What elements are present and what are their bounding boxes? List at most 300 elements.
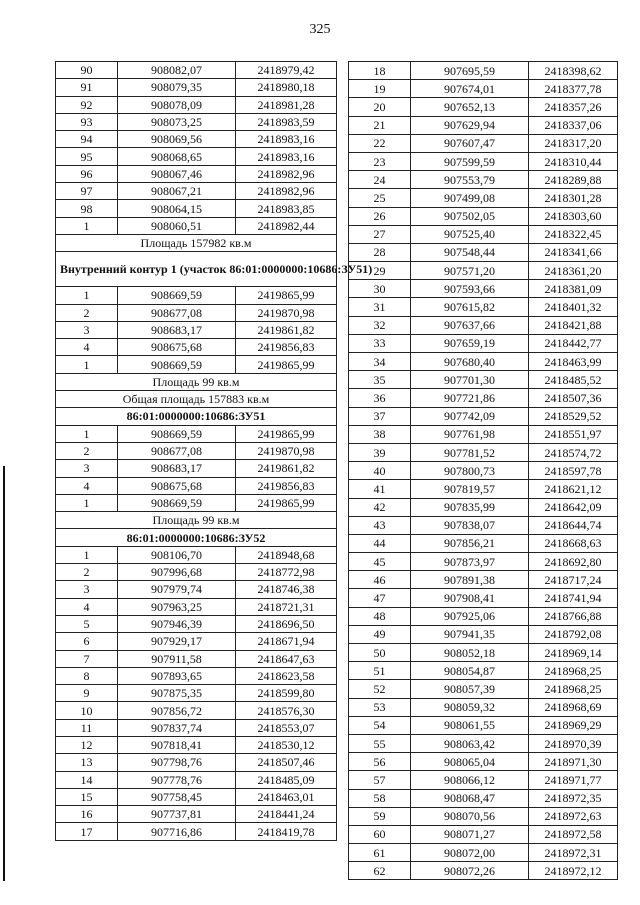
y-coordinate-cell: 2418621,12 <box>529 480 618 498</box>
point-number-cell: 96 <box>56 165 118 182</box>
x-coordinate-cell: 908669,59 <box>118 425 236 442</box>
y-coordinate-cell: 2418623,58 <box>236 667 337 684</box>
table-row <box>349 134 618 152</box>
table-row <box>349 353 618 371</box>
table-row <box>349 262 618 280</box>
x-coordinate-cell: 907873,97 <box>411 553 529 571</box>
x-coordinate-cell: 907607,47 <box>411 134 529 152</box>
point-number-cell: 4 <box>56 477 118 494</box>
table-row <box>56 598 337 615</box>
x-coordinate-cell: 908677,08 <box>118 442 236 459</box>
table-row <box>349 371 618 389</box>
y-coordinate-cell: 2418969,29 <box>529 716 618 734</box>
point-number-cell: 94 <box>56 131 118 148</box>
table-row <box>349 698 618 716</box>
x-coordinate-cell: 908079,35 <box>118 79 236 96</box>
y-coordinate-cell: 2419870,98 <box>236 442 337 459</box>
table-row <box>56 287 337 304</box>
y-coordinate-cell: 2418377,78 <box>529 80 618 98</box>
x-coordinate-cell: 908065,04 <box>411 753 529 771</box>
table-row <box>349 862 618 880</box>
y-coordinate-cell: 2418551,97 <box>529 425 618 443</box>
x-coordinate-cell: 907819,57 <box>411 480 529 498</box>
y-coordinate-cell: 2418644,74 <box>529 516 618 534</box>
point-number-cell: 7 <box>56 650 118 667</box>
table-row <box>349 189 618 207</box>
table-row <box>56 581 337 598</box>
x-coordinate-cell: 908054,87 <box>411 662 529 680</box>
point-number-cell: 49 <box>349 625 411 643</box>
y-coordinate-cell: 2419861,82 <box>236 321 337 338</box>
y-coordinate-cell: 2418507,46 <box>236 754 337 771</box>
y-coordinate-cell: 2418968,69 <box>529 698 618 716</box>
table-row <box>349 152 618 170</box>
section-heading: Внутренний контур 1 (участок 86:01:0000000:10686:ЗУ51) <box>56 252 337 287</box>
y-coordinate-cell: 2418983,85 <box>236 200 337 217</box>
table-row <box>56 494 337 511</box>
y-coordinate-cell: 2419856,83 <box>236 339 337 356</box>
x-coordinate-cell: 908082,07 <box>118 62 236 79</box>
x-coordinate-cell: 908069,56 <box>118 131 236 148</box>
x-coordinate-cell: 908071,27 <box>411 825 529 843</box>
table-row <box>349 644 618 662</box>
y-coordinate-cell: 2418419,78 <box>236 823 337 840</box>
y-coordinate-cell: 2418322,45 <box>529 225 618 243</box>
table-row <box>56 79 337 96</box>
table-row <box>349 625 618 643</box>
x-coordinate-cell: 907742,09 <box>411 407 529 425</box>
table-row <box>56 615 337 632</box>
table-row <box>349 80 618 98</box>
y-coordinate-cell: 2418982,96 <box>236 165 337 182</box>
y-coordinate-cell: 2418642,09 <box>529 498 618 516</box>
point-number-cell: 2 <box>56 304 118 321</box>
point-number-cell: 17 <box>56 823 118 840</box>
x-coordinate-cell: 907929,17 <box>118 633 236 650</box>
table-row <box>349 753 618 771</box>
x-coordinate-cell: 907893,65 <box>118 667 236 684</box>
x-coordinate-cell: 907800,73 <box>411 462 529 480</box>
point-number-cell: 4 <box>56 598 118 615</box>
point-number-cell: 97 <box>56 183 118 200</box>
y-coordinate-cell: 2418766,88 <box>529 607 618 625</box>
y-coordinate-cell: 2418463,01 <box>236 788 337 805</box>
table-row <box>56 62 337 79</box>
x-coordinate-cell: 907716,86 <box>118 823 236 840</box>
table-row <box>56 217 337 234</box>
point-number-cell: 38 <box>349 425 411 443</box>
y-coordinate-cell: 2418721,31 <box>236 598 337 615</box>
point-number-cell: 13 <box>56 754 118 771</box>
y-coordinate-cell: 2418968,25 <box>529 680 618 698</box>
y-coordinate-cell: 2418717,24 <box>529 571 618 589</box>
x-coordinate-cell: 908675,68 <box>118 339 236 356</box>
y-coordinate-cell: 2418948,68 <box>236 546 337 563</box>
x-coordinate-cell: 907499,08 <box>411 189 529 207</box>
y-coordinate-cell: 2418530,12 <box>236 736 337 753</box>
table-row <box>349 443 618 461</box>
y-coordinate-cell: 2418597,78 <box>529 462 618 480</box>
point-number-cell: 50 <box>349 644 411 662</box>
x-coordinate-cell: 908073,25 <box>118 113 236 130</box>
x-coordinate-cell: 907798,76 <box>118 754 236 771</box>
area-note: Общая площадь 157883 кв.м <box>56 391 337 408</box>
point-number-cell: 34 <box>349 353 411 371</box>
table-section-row <box>56 512 337 529</box>
point-number-cell: 22 <box>349 134 411 152</box>
table-section-row <box>56 373 337 390</box>
table-row <box>56 304 337 321</box>
x-coordinate-cell: 907835,99 <box>411 498 529 516</box>
y-coordinate-cell: 2418553,07 <box>236 719 337 736</box>
point-number-cell: 43 <box>349 516 411 534</box>
table-row <box>349 480 618 498</box>
point-number-cell: 36 <box>349 389 411 407</box>
point-number-cell: 55 <box>349 734 411 752</box>
y-coordinate-cell: 2418971,30 <box>529 753 618 771</box>
x-coordinate-cell: 908067,46 <box>118 165 236 182</box>
table-row <box>349 553 618 571</box>
x-coordinate-cell: 907838,07 <box>411 516 529 534</box>
table-row <box>56 148 337 165</box>
x-coordinate-cell: 907925,06 <box>411 607 529 625</box>
y-coordinate-cell: 2419865,99 <box>236 356 337 373</box>
point-number-cell: 21 <box>349 116 411 134</box>
table-row <box>349 62 618 80</box>
table-row <box>349 789 618 807</box>
x-coordinate-cell: 908068,65 <box>118 148 236 165</box>
y-coordinate-cell: 2419870,98 <box>236 304 337 321</box>
y-coordinate-cell: 2418668,63 <box>529 534 618 552</box>
x-coordinate-cell: 908063,42 <box>411 734 529 752</box>
y-coordinate-cell: 2418671,94 <box>236 633 337 650</box>
table-row <box>349 516 618 534</box>
y-coordinate-cell: 2418529,52 <box>529 407 618 425</box>
table-row <box>56 806 337 823</box>
x-coordinate-cell: 908669,59 <box>118 494 236 511</box>
y-coordinate-cell: 2418310,44 <box>529 152 618 170</box>
table-row <box>349 316 618 334</box>
table-section-row <box>56 234 337 251</box>
point-number-cell: 20 <box>349 98 411 116</box>
point-number-cell: 24 <box>349 171 411 189</box>
point-number-cell: 18 <box>349 62 411 80</box>
x-coordinate-cell: 907941,35 <box>411 625 529 643</box>
x-coordinate-cell: 907593,66 <box>411 280 529 298</box>
table-row <box>56 685 337 702</box>
point-number-cell: 27 <box>349 225 411 243</box>
point-number-cell: 1 <box>56 356 118 373</box>
page-number: 325 <box>309 22 331 37</box>
point-number-cell: 48 <box>349 607 411 625</box>
x-coordinate-cell: 907721,86 <box>411 389 529 407</box>
margin-mark <box>3 466 5 881</box>
x-coordinate-cell: 907875,35 <box>118 685 236 702</box>
x-coordinate-cell: 907680,40 <box>411 353 529 371</box>
x-coordinate-cell: 908669,59 <box>118 287 236 304</box>
x-coordinate-cell: 907758,45 <box>118 788 236 805</box>
point-number-cell: 60 <box>349 825 411 843</box>
x-coordinate-cell: 908064,15 <box>118 200 236 217</box>
table-section-row <box>56 252 337 287</box>
point-number-cell: 5 <box>56 615 118 632</box>
x-coordinate-cell: 908061,55 <box>411 716 529 734</box>
point-number-cell: 31 <box>349 298 411 316</box>
y-coordinate-cell: 2419865,99 <box>236 425 337 442</box>
coordinates-table-left <box>55 61 373 841</box>
x-coordinate-cell: 908669,59 <box>118 356 236 373</box>
table-row <box>349 607 618 625</box>
point-number-cell: 45 <box>349 553 411 571</box>
x-coordinate-cell: 907599,59 <box>411 152 529 170</box>
area-note: Площадь 157982 кв.м <box>56 234 337 251</box>
point-number-cell: 39 <box>349 443 411 461</box>
table-row <box>56 442 337 459</box>
x-coordinate-cell: 907695,59 <box>411 62 529 80</box>
y-coordinate-cell: 2418968,25 <box>529 662 618 680</box>
x-coordinate-cell: 907737,81 <box>118 806 236 823</box>
x-coordinate-cell: 907553,79 <box>411 171 529 189</box>
table-row <box>349 171 618 189</box>
table-row <box>56 823 337 840</box>
x-coordinate-cell: 907856,72 <box>118 702 236 719</box>
table-row <box>349 389 618 407</box>
y-coordinate-cell: 2418301,28 <box>529 189 618 207</box>
y-coordinate-cell: 2418599,80 <box>236 685 337 702</box>
section-heading: 86:01:0000000:10686:ЗУ51 <box>56 408 337 425</box>
table-row <box>349 571 618 589</box>
y-coordinate-cell: 2418746,38 <box>236 581 337 598</box>
point-number-cell: 8 <box>56 667 118 684</box>
x-coordinate-cell: 908068,47 <box>411 789 529 807</box>
table-row <box>56 339 337 356</box>
table-row <box>349 225 618 243</box>
y-coordinate-cell: 2418303,60 <box>529 207 618 225</box>
table-row <box>56 321 337 338</box>
y-coordinate-cell: 2418361,20 <box>529 262 618 280</box>
point-number-cell: 25 <box>349 189 411 207</box>
y-coordinate-cell: 2418972,35 <box>529 789 618 807</box>
x-coordinate-cell: 908675,68 <box>118 477 236 494</box>
y-coordinate-cell: 2419865,99 <box>236 494 337 511</box>
table-row <box>56 771 337 788</box>
table-row <box>349 462 618 480</box>
x-coordinate-cell: 908060,51 <box>118 217 236 234</box>
table-row <box>56 200 337 217</box>
y-coordinate-cell: 2418979,42 <box>236 62 337 79</box>
y-coordinate-cell: 2418982,96 <box>236 183 337 200</box>
table-row <box>349 589 618 607</box>
table-row <box>349 98 618 116</box>
table-row <box>349 243 618 261</box>
point-number-cell: 26 <box>349 207 411 225</box>
point-number-cell: 23 <box>349 152 411 170</box>
point-number-cell: 35 <box>349 371 411 389</box>
point-number-cell: 41 <box>349 480 411 498</box>
y-coordinate-cell: 2418289,88 <box>529 171 618 189</box>
point-number-cell: 11 <box>56 719 118 736</box>
y-coordinate-cell: 2418981,28 <box>236 96 337 113</box>
x-coordinate-cell: 908067,21 <box>118 183 236 200</box>
x-coordinate-cell: 908072,00 <box>411 844 529 862</box>
x-coordinate-cell: 907778,76 <box>118 771 236 788</box>
point-number-cell: 28 <box>349 243 411 261</box>
y-coordinate-cell: 2418441,24 <box>236 806 337 823</box>
point-number-cell: 44 <box>349 534 411 552</box>
y-coordinate-cell: 2418772,98 <box>236 564 337 581</box>
point-number-cell: 6 <box>56 633 118 650</box>
y-coordinate-cell: 2418398,62 <box>529 62 618 80</box>
x-coordinate-cell: 907996,68 <box>118 564 236 581</box>
y-coordinate-cell: 2418357,26 <box>529 98 618 116</box>
point-number-cell: 58 <box>349 789 411 807</box>
x-coordinate-cell: 907615,82 <box>411 298 529 316</box>
table-row <box>56 650 337 667</box>
x-coordinate-cell: 908677,08 <box>118 304 236 321</box>
point-number-cell: 30 <box>349 280 411 298</box>
point-number-cell: 14 <box>56 771 118 788</box>
x-coordinate-cell: 908078,09 <box>118 96 236 113</box>
table-section-row <box>56 529 337 546</box>
table-row <box>349 807 618 825</box>
point-number-cell: 91 <box>56 79 118 96</box>
point-number-cell: 2 <box>56 442 118 459</box>
point-number-cell: 57 <box>349 771 411 789</box>
x-coordinate-cell: 907946,39 <box>118 615 236 632</box>
point-number-cell: 2 <box>56 564 118 581</box>
x-coordinate-cell: 908059,32 <box>411 698 529 716</box>
table-row <box>349 716 618 734</box>
x-coordinate-cell: 908683,17 <box>118 321 236 338</box>
table-row <box>56 477 337 494</box>
y-coordinate-cell: 2418381,09 <box>529 280 618 298</box>
table-row <box>56 546 337 563</box>
table-row <box>349 407 618 425</box>
table-section-row <box>56 408 337 425</box>
y-coordinate-cell: 2418972,63 <box>529 807 618 825</box>
y-coordinate-cell: 2418692,80 <box>529 553 618 571</box>
table-row <box>349 298 618 316</box>
point-number-cell: 10 <box>56 702 118 719</box>
y-coordinate-cell: 2418574,72 <box>529 443 618 461</box>
point-number-cell: 15 <box>56 788 118 805</box>
table-row <box>56 719 337 736</box>
table-row <box>349 334 618 352</box>
point-number-cell: 98 <box>56 200 118 217</box>
x-coordinate-cell: 907761,98 <box>411 425 529 443</box>
point-number-cell: 93 <box>56 113 118 130</box>
x-coordinate-cell: 908106,70 <box>118 546 236 563</box>
x-coordinate-cell: 907629,94 <box>411 116 529 134</box>
table-row <box>349 207 618 225</box>
y-coordinate-cell: 2419861,82 <box>236 460 337 477</box>
point-number-cell: 4 <box>56 339 118 356</box>
point-number-cell: 33 <box>349 334 411 352</box>
y-coordinate-cell: 2418983,16 <box>236 148 337 165</box>
point-number-cell: 62 <box>349 862 411 880</box>
table-row <box>56 165 337 182</box>
table-row <box>349 771 618 789</box>
y-coordinate-cell: 2418507,36 <box>529 389 618 407</box>
y-coordinate-cell: 2418317,20 <box>529 134 618 152</box>
point-number-cell: 3 <box>56 460 118 477</box>
point-number-cell: 16 <box>56 806 118 823</box>
y-coordinate-cell: 2418972,31 <box>529 844 618 862</box>
point-number-cell: 29 <box>349 262 411 280</box>
point-number-cell: 92 <box>56 96 118 113</box>
point-number-cell: 1 <box>56 287 118 304</box>
table-row <box>349 116 618 134</box>
x-coordinate-cell: 907818,41 <box>118 736 236 753</box>
table-row <box>349 425 618 443</box>
area-note: Площадь 99 кв.м <box>56 512 337 529</box>
y-coordinate-cell: 2418983,16 <box>236 131 337 148</box>
table-row <box>56 425 337 442</box>
point-number-cell: 12 <box>56 736 118 753</box>
point-number-cell: 1 <box>56 217 118 234</box>
y-coordinate-cell: 2418970,39 <box>529 734 618 752</box>
y-coordinate-cell: 2419865,99 <box>236 287 337 304</box>
x-coordinate-cell: 908052,18 <box>411 644 529 662</box>
point-number-cell: 52 <box>349 680 411 698</box>
x-coordinate-cell: 907781,52 <box>411 443 529 461</box>
x-coordinate-cell: 907674,01 <box>411 80 529 98</box>
x-coordinate-cell: 908070,56 <box>411 807 529 825</box>
point-number-cell: 42 <box>349 498 411 516</box>
y-coordinate-cell: 2418485,09 <box>236 771 337 788</box>
y-coordinate-cell: 2418337,06 <box>529 116 618 134</box>
x-coordinate-cell: 907963,25 <box>118 598 236 615</box>
point-number-cell: 3 <box>56 581 118 598</box>
point-number-cell: 53 <box>349 698 411 716</box>
point-number-cell: 54 <box>349 716 411 734</box>
y-coordinate-cell: 2418463,99 <box>529 353 618 371</box>
point-number-cell: 1 <box>56 546 118 563</box>
y-coordinate-cell: 2418647,63 <box>236 650 337 667</box>
y-coordinate-cell: 2418972,58 <box>529 825 618 843</box>
x-coordinate-cell: 907856,21 <box>411 534 529 552</box>
table-row <box>349 734 618 752</box>
x-coordinate-cell: 907659,19 <box>411 334 529 352</box>
table-row <box>56 564 337 581</box>
table-row <box>56 702 337 719</box>
y-coordinate-cell: 2418341,66 <box>529 243 618 261</box>
x-coordinate-cell: 908057,39 <box>411 680 529 698</box>
table-row <box>56 788 337 805</box>
y-coordinate-cell: 2418982,44 <box>236 217 337 234</box>
table-row <box>56 460 337 477</box>
x-coordinate-cell: 908683,17 <box>118 460 236 477</box>
y-coordinate-cell: 2418971,77 <box>529 771 618 789</box>
table-row <box>56 96 337 113</box>
y-coordinate-cell: 2418401,32 <box>529 298 618 316</box>
area-note: Площадь 99 кв.м <box>56 373 337 390</box>
section-heading: 86:01:0000000:10686:ЗУ52 <box>56 529 337 546</box>
table-section-row <box>56 391 337 408</box>
point-number-cell: 1 <box>56 494 118 511</box>
table-row <box>349 680 618 698</box>
point-number-cell: 61 <box>349 844 411 862</box>
y-coordinate-cell: 2418983,59 <box>236 113 337 130</box>
x-coordinate-cell: 907837,74 <box>118 719 236 736</box>
y-coordinate-cell: 2418969,14 <box>529 644 618 662</box>
x-coordinate-cell: 907652,13 <box>411 98 529 116</box>
x-coordinate-cell: 907502,05 <box>411 207 529 225</box>
table-row <box>56 736 337 753</box>
y-coordinate-cell: 2418741,94 <box>529 589 618 607</box>
x-coordinate-cell: 907911,58 <box>118 650 236 667</box>
y-coordinate-cell: 2418972,12 <box>529 862 618 880</box>
